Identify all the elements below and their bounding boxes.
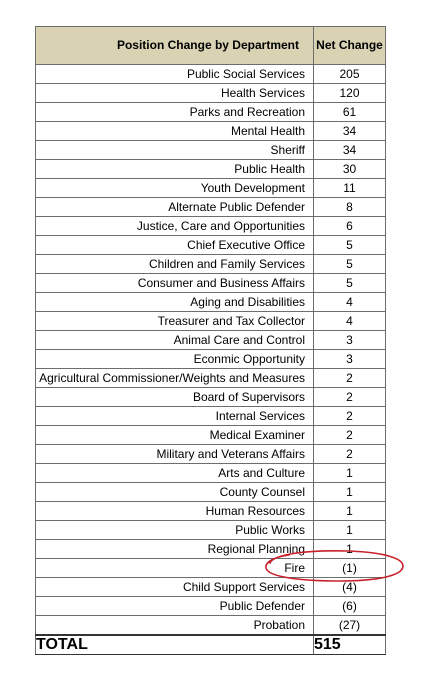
net-change-value: 1 — [314, 502, 386, 521]
table-row — [36, 198, 386, 217]
table-row — [36, 122, 386, 141]
table-row — [36, 179, 386, 198]
department-name: Health Services — [36, 84, 314, 103]
net-change-value: 3 — [314, 331, 386, 350]
net-change-value: 1 — [314, 540, 386, 559]
net-change-value: 5 — [314, 236, 386, 255]
net-change-value: 1 — [314, 521, 386, 540]
table-header — [36, 27, 386, 65]
department-name: Board of Supervisors — [36, 388, 314, 407]
department-name: Medical Examiner — [36, 426, 314, 445]
table-row — [36, 502, 386, 521]
table-row — [36, 331, 386, 350]
net-change-value: 2 — [314, 369, 386, 388]
department-name: Parks and Recreation — [36, 103, 314, 122]
table-row — [36, 312, 386, 331]
header-department: Position Change by Department — [36, 27, 314, 65]
net-change-value: 2 — [314, 388, 386, 407]
net-change-value: 2 — [314, 445, 386, 464]
net-change-value: 30 — [314, 160, 386, 179]
department-name: Public Social Services — [36, 65, 314, 84]
table-body — [36, 65, 386, 636]
table-row — [36, 616, 386, 636]
table-row — [36, 255, 386, 274]
table-row — [36, 540, 386, 559]
header-row — [36, 27, 386, 65]
department-name: Agricultural Commissioner/Weights and Measures — [36, 369, 314, 388]
position-change-table — [35, 26, 386, 655]
net-change-value: (1) — [314, 559, 386, 578]
net-change-value: 61 — [314, 103, 386, 122]
table-row — [36, 103, 386, 122]
table-row — [36, 578, 386, 597]
net-change-value: 205 — [314, 65, 386, 84]
net-change-value: (6) — [314, 597, 386, 616]
table-row — [36, 445, 386, 464]
net-change-value: 5 — [314, 274, 386, 293]
department-name: Justice, Care and Opportunities — [36, 217, 314, 236]
table-row — [36, 426, 386, 445]
department-name: Child Support Services — [36, 578, 314, 597]
net-change-value: 2 — [314, 426, 386, 445]
department-name: Mental Health — [36, 122, 314, 141]
table-row — [36, 84, 386, 103]
table-row — [36, 160, 386, 179]
table-row — [36, 65, 386, 84]
table-row — [36, 217, 386, 236]
department-name: County Counsel — [36, 483, 314, 502]
table-row — [36, 407, 386, 426]
table-footer — [36, 635, 386, 655]
department-name: Human Resources — [36, 502, 314, 521]
net-change-value: 34 — [314, 141, 386, 160]
net-change-value: 11 — [314, 179, 386, 198]
department-name: Arts and Culture — [36, 464, 314, 483]
department-name: Public Defender — [36, 597, 314, 616]
table-row — [36, 483, 386, 502]
table-row — [36, 559, 386, 578]
table-row — [36, 293, 386, 312]
department-name: Children and Family Services — [36, 255, 314, 274]
department-name: Public Health — [36, 160, 314, 179]
table-row — [36, 388, 386, 407]
table-row — [36, 464, 386, 483]
header-net-change: Net Change — [314, 27, 386, 65]
table-row — [36, 521, 386, 540]
department-name: Chief Executive Office — [36, 236, 314, 255]
table-row — [36, 141, 386, 160]
table-row — [36, 597, 386, 616]
net-change-value: 34 — [314, 122, 386, 141]
table-row — [36, 274, 386, 293]
department-name: Econmic Opportunity — [36, 350, 314, 369]
department-name: Fire — [36, 559, 314, 578]
department-name: Regional Planning — [36, 540, 314, 559]
net-change-value: (27) — [314, 616, 386, 636]
department-name: Consumer and Business Affairs — [36, 274, 314, 293]
net-change-value: 3 — [314, 350, 386, 369]
table-row — [36, 350, 386, 369]
total-row — [36, 635, 386, 655]
department-name: Military and Veterans Affairs — [36, 445, 314, 464]
department-name: Aging and Disabilities — [36, 293, 314, 312]
department-name: Youth Development — [36, 179, 314, 198]
position-change-table-container — [35, 26, 385, 655]
table-row — [36, 369, 386, 388]
net-change-value: 4 — [314, 293, 386, 312]
total-label: TOTAL — [36, 635, 314, 655]
department-name: Treasurer and Tax Collector — [36, 312, 314, 331]
net-change-value: 8 — [314, 198, 386, 217]
net-change-value: 5 — [314, 255, 386, 274]
table-row — [36, 236, 386, 255]
department-name: Animal Care and Control — [36, 331, 314, 350]
department-name: Probation — [36, 616, 314, 636]
department-name: Internal Services — [36, 407, 314, 426]
department-name: Sheriff — [36, 141, 314, 160]
net-change-value: 6 — [314, 217, 386, 236]
net-change-value: 1 — [314, 464, 386, 483]
total-value: 515 — [314, 635, 386, 655]
net-change-value: 1 — [314, 483, 386, 502]
net-change-value: 120 — [314, 84, 386, 103]
net-change-value: 2 — [314, 407, 386, 426]
net-change-value: (4) — [314, 578, 386, 597]
department-name: Alternate Public Defender — [36, 198, 314, 217]
net-change-value: 4 — [314, 312, 386, 331]
department-name: Public Works — [36, 521, 314, 540]
